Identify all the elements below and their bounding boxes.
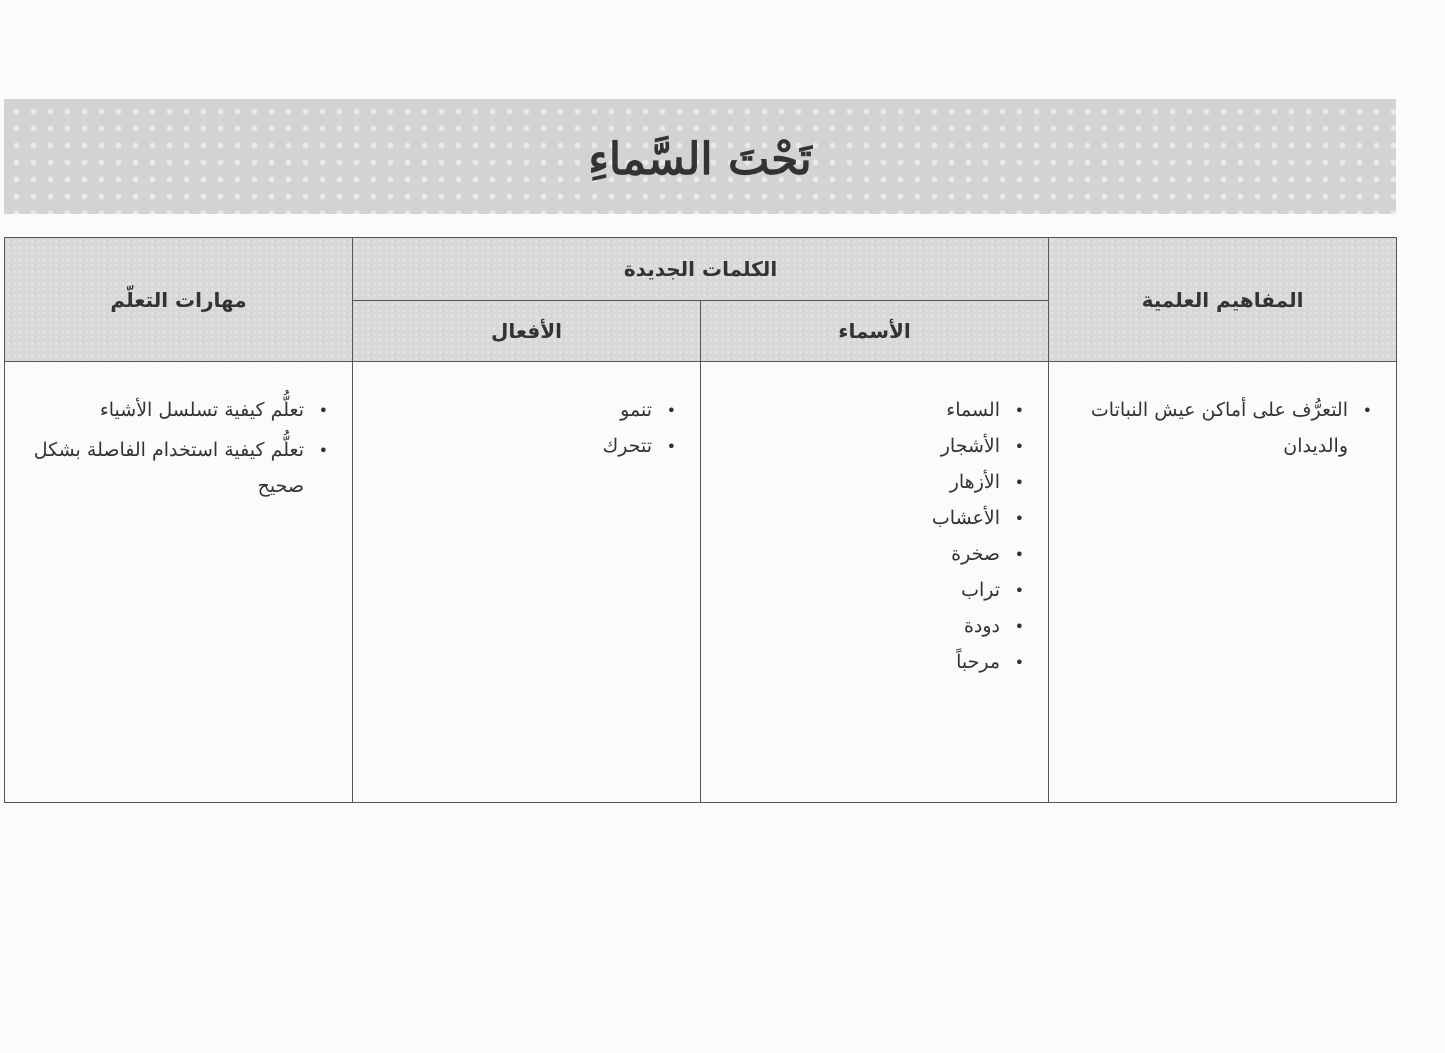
concepts-cell — [1049, 362, 1397, 803]
header-verbs: الأفعال — [353, 301, 701, 362]
header-nouns: الأسماء — [701, 301, 1049, 362]
list-item: • تنمو — [367, 392, 680, 428]
header-skills: مهارات التعلّم — [5, 238, 353, 362]
list-item: • التعرُّف على أماكن عيش النباتات والديدان — [1063, 392, 1376, 464]
verbs-cell — [353, 362, 701, 803]
list-item: • الأزهار — [715, 464, 1028, 500]
title-banner — [4, 99, 1396, 214]
list-item: • تعلُّم كيفية استخدام الفاصلة بشكل صحيح — [19, 432, 332, 504]
page-title: تَحْتَ السَّماءِ — [588, 134, 812, 185]
list-item: • دودة — [715, 608, 1028, 644]
list-item: • السماء — [715, 392, 1028, 428]
concepts-list — [1063, 392, 1376, 464]
list-item: • تتحرك — [367, 428, 680, 464]
lesson-table — [4, 237, 1397, 803]
nouns-cell — [701, 362, 1049, 803]
list-item: • الأعشاب — [715, 500, 1028, 536]
header-row-top — [5, 238, 1397, 301]
verbs-list — [367, 392, 680, 464]
header-concepts: المفاهيم العلمية — [1049, 238, 1397, 362]
list-item: • الأشجار — [715, 428, 1028, 464]
list-item: • مرحباً — [715, 644, 1028, 680]
header-new-words: الكلمات الجديدة — [353, 238, 1049, 301]
list-item: • صخرة — [715, 536, 1028, 572]
skills-list — [19, 392, 332, 504]
list-item: • تعلُّم كيفية تسلسل الأشياء — [19, 392, 332, 428]
skills-cell — [5, 362, 353, 803]
nouns-list — [715, 392, 1028, 680]
content-row — [5, 362, 1397, 803]
list-item: • تراب — [715, 572, 1028, 608]
